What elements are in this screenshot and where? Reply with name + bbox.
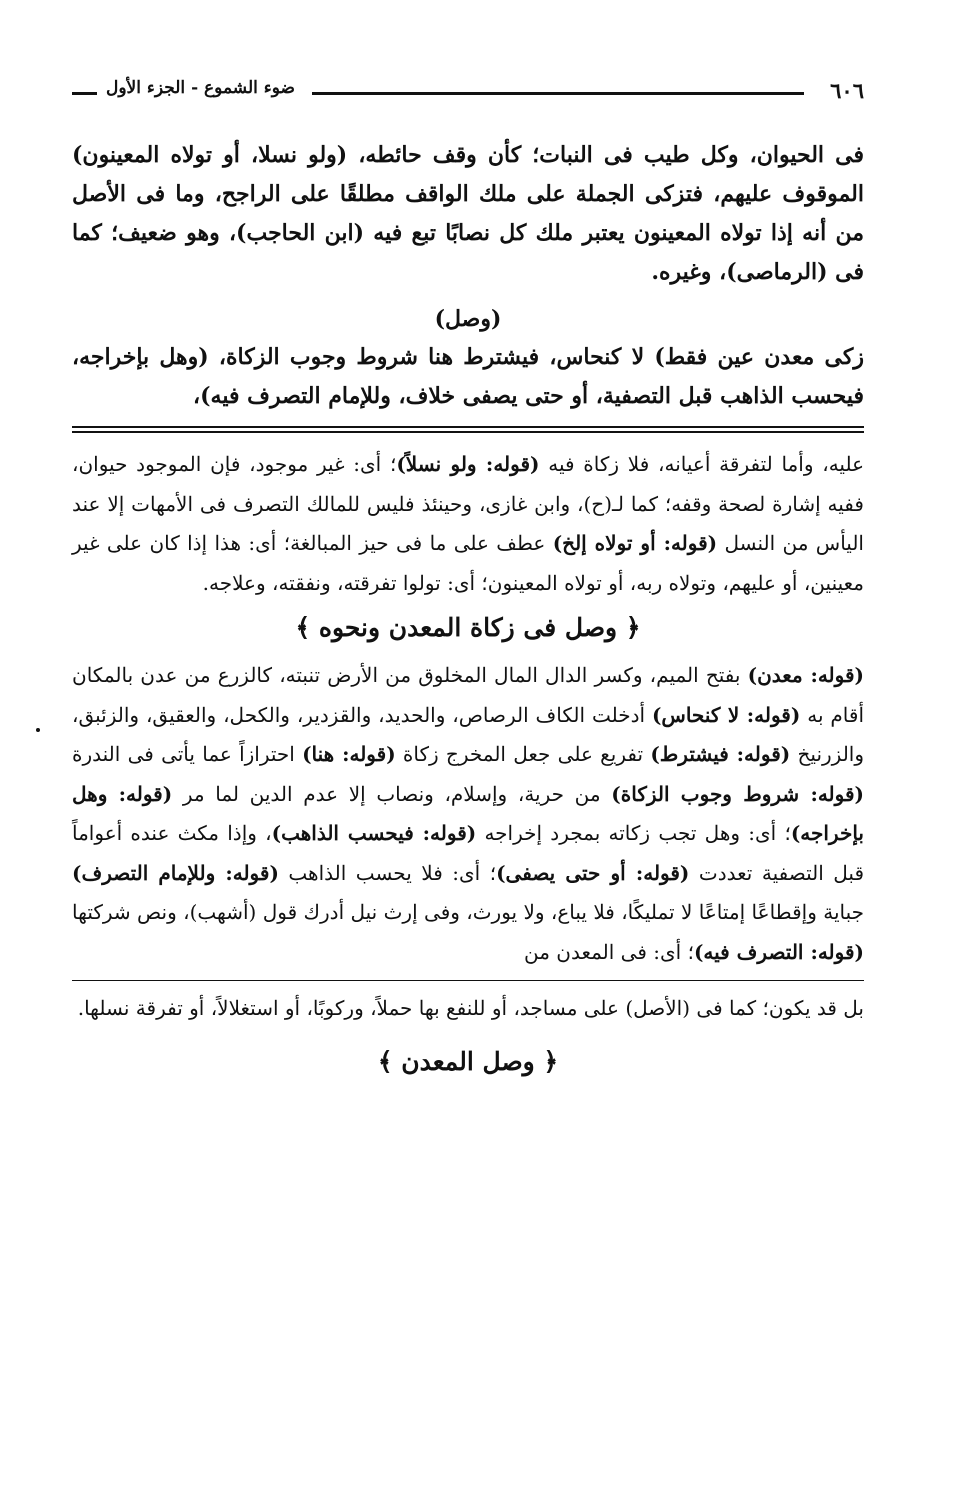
quote-marker: (قوله: معدن): [747, 663, 864, 687]
wasl-heading: (وصل): [434, 306, 502, 332]
stray-dot: [36, 728, 40, 732]
sharh-paragraph-3: بل قد يكون؛ كما فى (الأصل) على مساجد، أو للنفع بها حملاً، وركوبًا، أو استغلالاً، أو تفرقة نسلها.: [77, 996, 864, 1020]
section-title-zakat-maadin: ﴿ وصل فى زكاة المعدن ونحوه ﴾: [295, 613, 641, 642]
sharh-paragraph-1: [72, 445, 864, 603]
sharh-section: [72, 445, 864, 1076]
quote-marker: (قوله: وهل بإخراجه): [72, 781, 864, 845]
text-run: عطف على ما فى حيز المبالغة؛ أى: هذا إذا كان على غير معينين، أو عليهم، وتولاه ربه، أو تولاه المعينون؛ أى: تولوا تفرقته، ونفقته، وعلاجه.: [72, 531, 864, 595]
text-run: ، وإذا مكث عنده أعواماً قبل التصفية تعددت: [72, 821, 865, 885]
sharh-paragraph-2: [72, 656, 864, 972]
text-run: ؛ أى: غير موجود، فإن الموجود حيوان، ففيه إشارة لصحة وقفه؛ كما لـ(ح)، وابن غازى، وحينئذ فليس للمالك التصرف فى الأمهات إلا عند اليأس من النسل: [72, 452, 864, 555]
section-title-wasl-maadin: ﴿ وصل المعدن ﴾: [377, 1046, 559, 1076]
header-rule-end: [72, 92, 97, 95]
quote-marker: (قوله: التصرف فيه): [693, 939, 864, 964]
text-run: جباية وإقطاعًا إمتاعًا لا تمليكًا، فلا يباع، ولا يورث، وفى إرث نيل أدرك قول (أشهب)، ونص شركتها: [72, 900, 864, 924]
quote-marker: (قوله: هنا): [302, 742, 396, 766]
quote-marker: (قوله: لا كنحاس): [651, 702, 801, 727]
running-title: ضوء الشموع - الجزء الأول: [106, 78, 295, 98]
text-run: تفريع على جعل المخرج زكاة: [395, 742, 651, 766]
page: [72, 78, 864, 1090]
quote-marker: (قوله: وللإمام التصرف): [72, 860, 279, 885]
quote-marker: (قوله: فيشترط): [650, 742, 791, 766]
text-run: ؛ أى: فى المعدن من: [523, 939, 694, 964]
matn-paragraph-2: زكى معدن عين فقط) لا كنحاس، فيشترط هنا شروط وجوب الزكاة، (وهل بإخراجه، فيحسب الذاهب قبل التصفية، أو حتى يصفى خلاف، وللإمام التصرف فيه)،: [72, 344, 864, 409]
text-run: احترازاً عما يأتى فى الندرة: [72, 742, 303, 766]
quote-marker: (قوله: أو تولاه إلخ): [552, 531, 718, 555]
running-header: [72, 78, 864, 108]
text-run: ؛ أى: وهل تجب زكاته بمجرد إخراجه: [476, 821, 791, 845]
section-divider: [72, 426, 864, 433]
text-run: عليه، وأما لتفرقة أعيانه، فلا زكاة فيه: [539, 452, 865, 476]
matn-paragraph-1: فى الحيوان، وكل طيب فى النبات؛ كأن وقف حائطه، (ولو نسلا، أو تولاه المعينون) الموقوف عليهم، فتزكى الجملة على ملك الواقف مطلقًا على الراجح، وما فى الأصل من أنه إذا تولاه المعينون يعتبر ملك كل نصابًا تبع فيه (ابن الحاجب)، وهو ضعيف؛ كما فى (الرماصى)، وغيره.: [72, 142, 864, 285]
header-rule: [312, 92, 804, 95]
text-run: ؛ أى: فلا يحسب الذاهب: [278, 860, 497, 885]
text-run: من حرية، وإسلام، ونصاب إلا عدم الدين لما مر: [172, 781, 612, 806]
matn-section: [72, 136, 864, 416]
text-run: بفتح الميم، وكسر الدال المال المخلوق من الأرض تنبته، كالزرع من عدن بالمكان أقام به: [72, 663, 864, 727]
page-number: ٦٠٦: [822, 78, 864, 103]
quote-marker: (قوله: ولو نسلاً): [396, 452, 540, 476]
quote-marker: (قوله: أو حتى يصفى): [496, 860, 690, 885]
text-run: أدخلت الكاف الرصاص، والحديد، والقزدير، والكحل، والعقيق، والزئبق، والزرنيخ: [72, 702, 865, 766]
quote-marker: (قوله: فيحسب الذاهب): [271, 821, 477, 845]
quote-marker: (قوله: شروط وجوب الزكاة): [611, 781, 864, 806]
footnote-divider: [72, 980, 864, 981]
